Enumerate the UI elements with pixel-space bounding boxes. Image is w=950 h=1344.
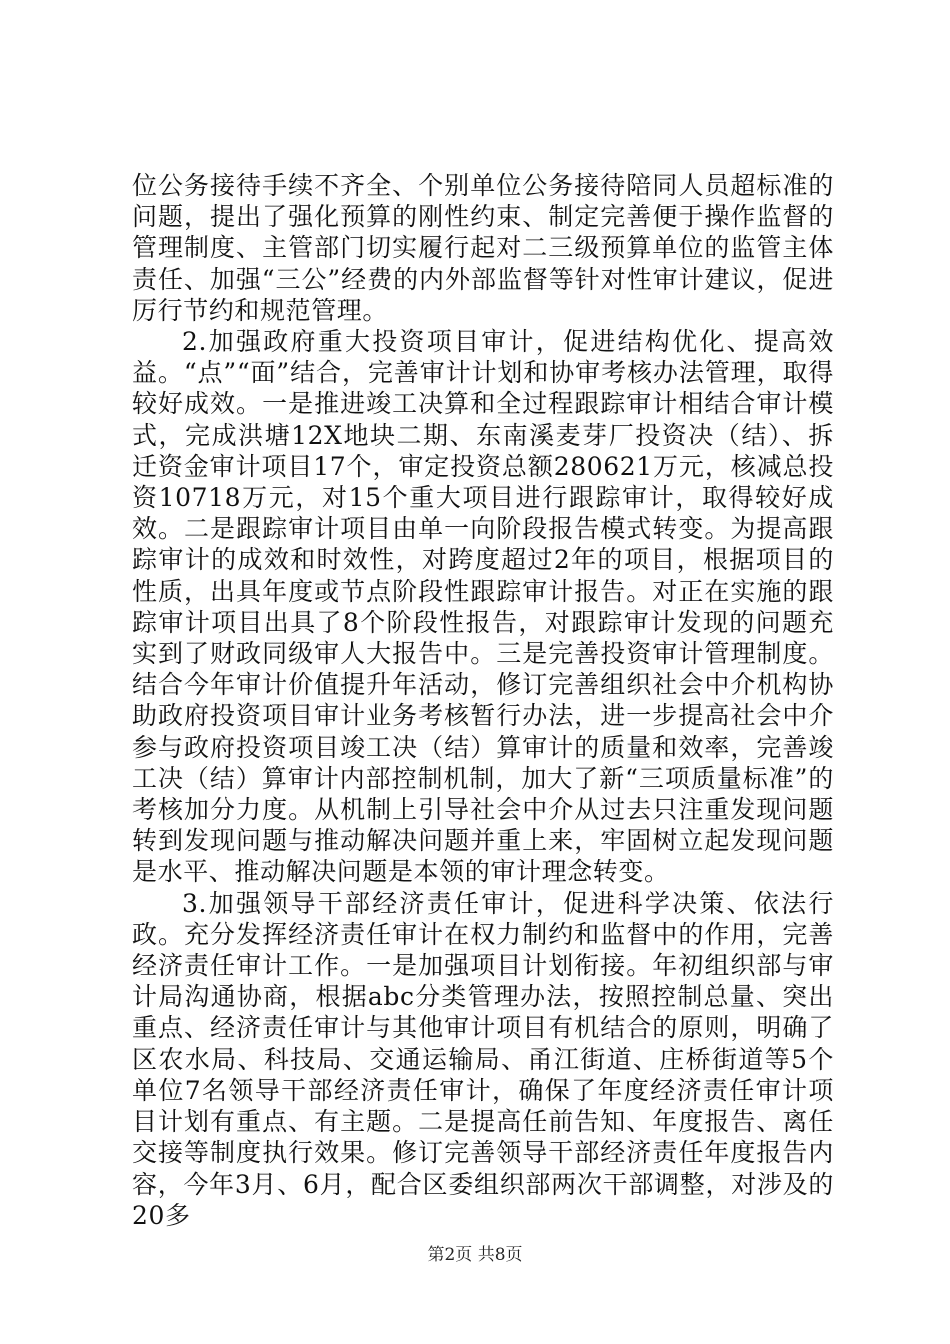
paragraph-continued: 位公务接待手续不齐全、个别单位公务接待陪同人员超标准的问题，提出了强化预算的刚性约束、制定完善便于操作监督的管理制度、主管部门切实履行起对二三级预算单位的监管主体责任、加强“三公”经费的内外部监督等针对性审计建议，促进厉行节约和规范管理。 [132, 171, 834, 325]
page-footer: 第2页 共8页 [427, 1245, 523, 1265]
paragraph-investment-audit: 2.加强政府重大投资项目审计，促进结构优化、提高效益。“点”“面”结合，完善审计计划和协审考核办法管理，取得较好成效。一是推进竣工决算和全过程跟踪审计相结合审计模式，完成洪塘12X地块二期、东南溪麦芽厂投资决（结）、拆迁资金审计项目17个，审定投资总额280621万元，核减总投资10718万元，对15个重大项目进行跟踪审计，取得较好成效。二是跟踪审计项目由单一向阶段报告模式转变。为提高跟踪审计的成效和时效性，对跨度超过2年的项目，根据项目的性质，出具年度或节点阶段性跟踪审计报告。对正在实施的跟踪审计项目出具了8个阶段性报告，对跟踪审计发现的问题充实到了财政同级审人大报告中。三是完善投资审计管理制度。结合今年审计价值提升年活动，修订完善组织社会中介机构协助政府投资项目审计业务考核暂行办法，进一步提高社会中介参与政府投资项目竣工决（结）算审计的质量和效率，完善竣工决（结）算审计内部控制机制，加大了新“三项质量标准”的考核加分力度。从机制上引导社会中介从过去只注重发现问题转到发现问题与推动解决问题并重上来，牢固树立起发现问题是水平、推动解决问题是本领的审计理念转变。 [132, 327, 834, 887]
paragraph-economic-responsibility-audit: 3.加强领导干部经济责任审计，促进科学决策、依法行政。充分发挥经济责任审计在权力制约和监督中的作用，完善经济责任审计工作。一是加强项目计划衔接。年初组织部与审计局沟通协商，根据abc分类管理办法，按照控制总量、突出重点、经济责任审计与其他审计项目有机结合的原则，明确了区农水局、科技局、交通运输局、甬江街道、庄桥街道等5个单位7名领导干部经济责任审计，确保了年度经济责任审计项目计划有重点、有主题。二是提高任前告知、年度报告、离任交接等制度执行效果。修订完善领导干部经济责任年度报告内容，今年3月、6月，配合区委组织部两次干部调整，对涉及的20多 [132, 888, 834, 1230]
document-body [132, 170, 834, 1231]
